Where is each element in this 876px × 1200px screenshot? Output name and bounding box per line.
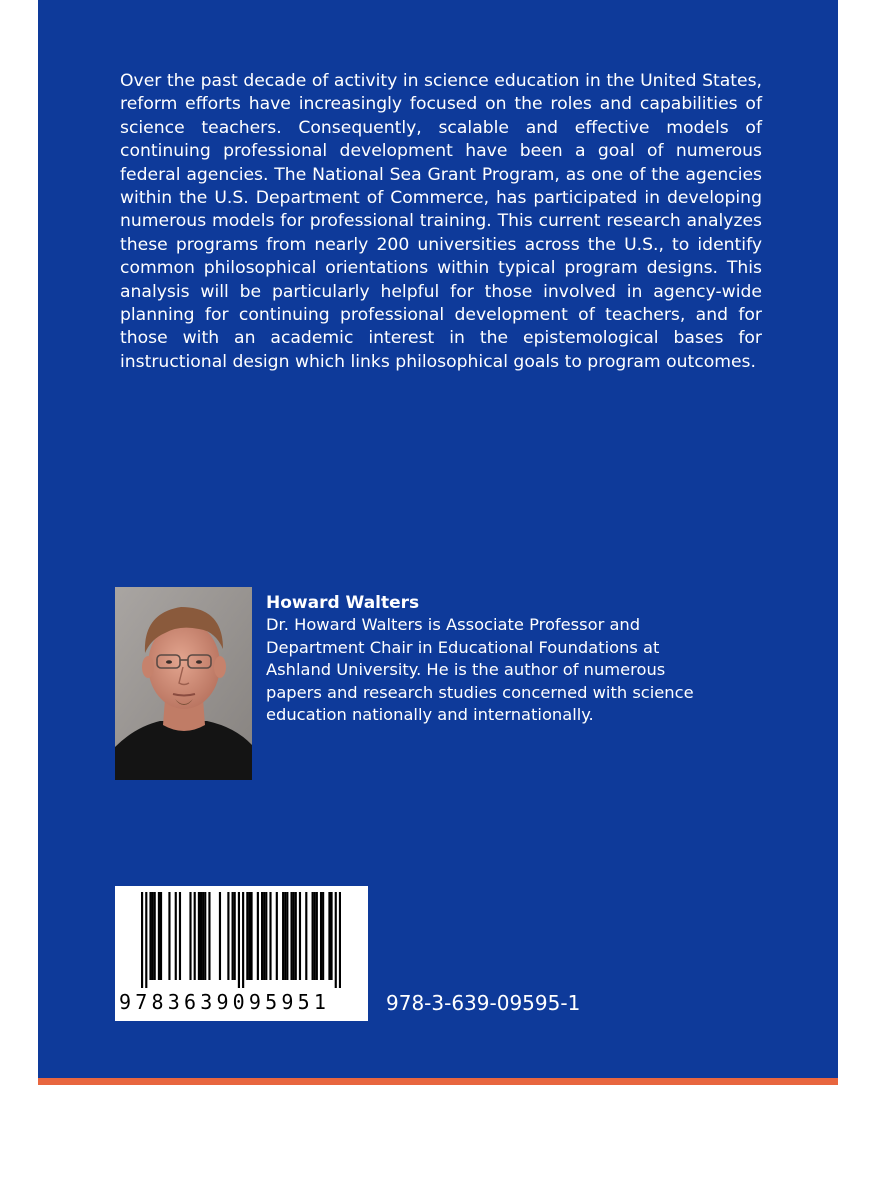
barcode-bar	[316, 892, 318, 980]
book-description: Over the past decade of activity in science education in the United States, reform efforts have increasingly focused on the roles and capabilities of science teachers. Consequently, scalable and effective models of continuing professional development have been a goal of numerous federal agencies. The National Sea Grant Program, as one of the agencies within the U.S. Department of Commerce, has participated in developing numerous models for professional training. This current research analyzes these programs from nearly 200 universities across the U.S., to identify common philosophical orientations within typical program designs. This analysis will be particularly helpful for those involved in agency-wide planning for continuing professional development of teachers, and for those with an academic interest in the epistemological bases for instructional design which links philosophical goals to program outcomes.	[120, 71, 762, 372]
barcode-bar	[200, 892, 202, 980]
barcode-bars	[141, 892, 341, 988]
barcode-bar	[305, 892, 307, 980]
barcode-bar	[257, 892, 259, 980]
barcode-bar	[242, 892, 244, 988]
barcode-bar	[234, 892, 236, 980]
author-photo	[115, 587, 252, 780]
barcode-bar	[276, 892, 278, 980]
barcode-digits: 9783639095951	[119, 990, 331, 1014]
author-bio: Dr. Howard Walters is Associate Professor and Department Chair in Educational Foundations at Ashland University. He is the author of numerous papers and research studies concerned with science education nationally and internationally.	[266, 615, 694, 725]
barcode-bar	[141, 892, 143, 988]
barcode-bar	[145, 892, 147, 988]
barcode-bar	[269, 892, 271, 980]
barcode-bar	[149, 892, 151, 980]
barcode-bar	[194, 892, 196, 980]
barcode-bar	[299, 892, 301, 980]
barcode-bar	[227, 892, 229, 980]
isbn-barcode	[115, 886, 368, 1021]
barcode-bar	[265, 892, 267, 980]
barcode-bar	[335, 892, 337, 988]
barcode-bar	[263, 892, 265, 980]
barcode-bar	[238, 892, 240, 988]
barcode-bar	[198, 892, 200, 980]
barcode-bar	[246, 892, 248, 980]
barcode-bar	[320, 892, 322, 980]
barcode-bar	[286, 892, 288, 980]
barcode-bar	[208, 892, 210, 980]
barcode-bar	[290, 892, 292, 980]
barcode-bar	[293, 892, 295, 980]
barcode-bar	[339, 892, 341, 988]
barcode-bar	[284, 892, 286, 980]
barcode-bar	[282, 892, 284, 980]
barcode-bar	[250, 892, 252, 980]
barcode-bar	[189, 892, 191, 980]
barcode-bar	[158, 892, 160, 980]
barcode-bar	[232, 892, 234, 980]
barcode-bar	[219, 892, 221, 980]
author-portrait-image	[115, 587, 252, 780]
barcode-bar	[168, 892, 170, 980]
barcode-bar	[152, 892, 154, 980]
barcode-bar	[160, 892, 162, 980]
isbn-number: 978-3-639-09595-1	[386, 991, 581, 1015]
barcode-bar	[330, 892, 332, 980]
barcode-bar	[175, 892, 177, 980]
barcode-bar	[179, 892, 181, 980]
barcode-bar	[154, 892, 156, 980]
barcode-bar	[312, 892, 314, 980]
barcode-bar	[248, 892, 250, 980]
barcode-bar	[261, 892, 263, 980]
barcode-bar	[295, 892, 297, 980]
cover-accent-stripe	[38, 1078, 838, 1085]
barcode-bar	[328, 892, 330, 980]
author-name: Howard Walters	[266, 593, 420, 613]
barcode-bar	[322, 892, 324, 980]
barcode-bar	[204, 892, 206, 980]
barcode-bar	[314, 892, 316, 980]
barcode-bar	[202, 892, 204, 980]
